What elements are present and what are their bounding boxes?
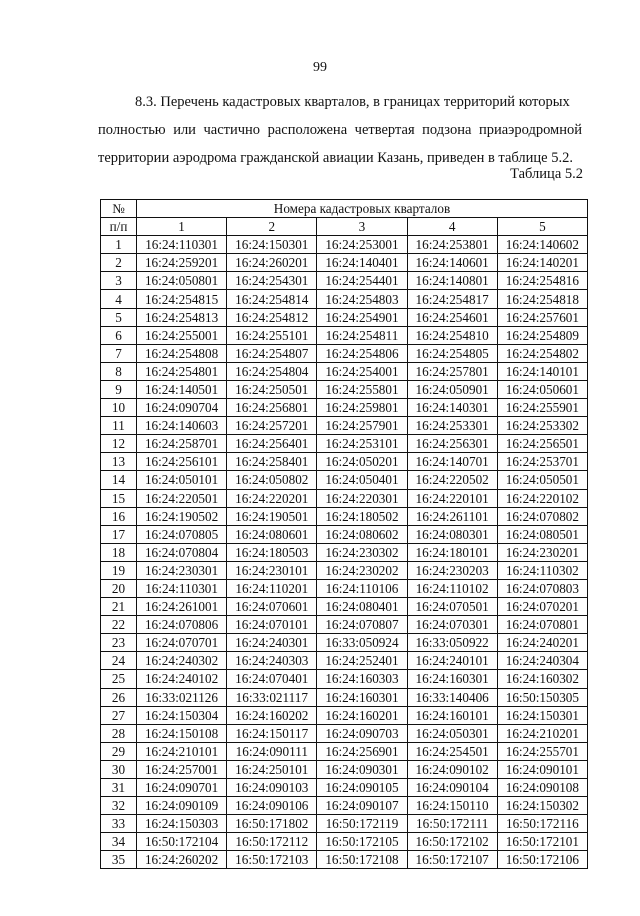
cadastral-number-cell: 16:24:254601: [407, 308, 497, 326]
row-number: 7: [101, 344, 137, 362]
cadastral-number-cell: 16:24:256301: [407, 435, 497, 453]
cadastral-number-cell: 16:24:090103: [227, 779, 317, 797]
cadastral-number-cell: 16:24:140601: [407, 254, 497, 272]
cadastral-number-cell: 16:24:070806: [137, 616, 227, 634]
table-row: [101, 543, 588, 561]
cadastral-number-cell: 16:24:257601: [497, 308, 587, 326]
cadastral-number-cell: 16:24:090101: [497, 760, 587, 778]
table-row: [101, 525, 588, 543]
cadastral-number-cell: 16:24:254812: [227, 308, 317, 326]
cadastral-number-cell: 16:24:090107: [317, 797, 407, 815]
cadastral-number-cell: 16:24:260201: [227, 254, 317, 272]
cadastral-number-cell: 16:50:172103: [227, 851, 317, 869]
cadastral-number-cell: 16:24:140401: [317, 254, 407, 272]
cadastral-number-cell: 16:24:150304: [137, 706, 227, 724]
cadastral-number-cell: 16:24:090111: [227, 742, 317, 760]
cadastral-number-cell: 16:24:230202: [317, 561, 407, 579]
cadastral-number-cell: 16:24:080501: [497, 525, 587, 543]
cadastral-number-cell: 16:24:210201: [497, 724, 587, 742]
cadastral-quarters-table: [100, 199, 588, 869]
cadastral-number-cell: 16:24:150108: [137, 724, 227, 742]
cadastral-number-cell: 16:24:050401: [317, 471, 407, 489]
row-number: 20: [101, 579, 137, 597]
cadastral-number-cell: 16:24:210101: [137, 742, 227, 760]
table-row: [101, 724, 588, 742]
table-caption: Таблица 5.2: [510, 166, 583, 182]
cadastral-number-cell: 16:24:254501: [407, 742, 497, 760]
row-number: 12: [101, 435, 137, 453]
cadastral-number-cell: 16:24:240201: [497, 634, 587, 652]
cadastral-number-cell: 16:24:070201: [497, 598, 587, 616]
cadastral-number-cell: 16:24:150301: [497, 706, 587, 724]
cadastral-number-cell: 16:24:253801: [407, 236, 497, 254]
cadastral-number-cell: 16:24:070804: [137, 543, 227, 561]
cadastral-number-cell: 16:50:172119: [317, 815, 407, 833]
cadastral-number-cell: 16:24:220101: [407, 489, 497, 507]
row-number: 19: [101, 561, 137, 579]
table-row: [101, 236, 588, 254]
intro-paragraph: [98, 88, 582, 172]
cadastral-number-cell: 16:24:254001: [317, 362, 407, 380]
cadastral-number-cell: 16:24:254809: [497, 326, 587, 344]
column-header: 3: [317, 218, 407, 236]
row-number: 22: [101, 616, 137, 634]
table-row: [101, 471, 588, 489]
cadastral-number-cell: 16:50:172101: [497, 833, 587, 851]
cadastral-number-cell: 16:24:110302: [497, 561, 587, 579]
cadastral-number-cell: 16:24:110201: [227, 579, 317, 597]
row-number: 14: [101, 471, 137, 489]
cadastral-number-cell: 16:24:090703: [317, 724, 407, 742]
table-row: [101, 272, 588, 290]
cadastral-number-cell: 16:24:257801: [407, 362, 497, 380]
cadastral-number-cell: 16:24:253301: [407, 417, 497, 435]
table-row: [101, 706, 588, 724]
table-row: [101, 670, 588, 688]
cadastral-number-cell: 16:24:255801: [317, 380, 407, 398]
cadastral-number-cell: 16:24:261001: [137, 598, 227, 616]
column-header: 4: [407, 218, 497, 236]
cadastral-number-cell: 16:24:050501: [497, 471, 587, 489]
cadastral-number-cell: 16:24:254817: [407, 290, 497, 308]
cadastral-number-cell: 16:50:172112: [227, 833, 317, 851]
row-number: 4: [101, 290, 137, 308]
table-row: [101, 308, 588, 326]
cadastral-number-cell: 16:24:230301: [137, 561, 227, 579]
table-row: [101, 634, 588, 652]
cadastral-number-cell: 16:24:090108: [497, 779, 587, 797]
header-group: Номера кадастровых кварталов: [137, 200, 588, 218]
cadastral-number-cell: 16:24:070401: [227, 670, 317, 688]
cadastral-number-cell: 16:24:253101: [317, 435, 407, 453]
cadastral-number-cell: 16:24:050801: [137, 272, 227, 290]
cadastral-number-cell: 16:24:180101: [407, 543, 497, 561]
cadastral-number-cell: 16:24:254814: [227, 290, 317, 308]
cadastral-number-cell: 16:24:258401: [227, 453, 317, 471]
cadastral-number-cell: 16:24:254818: [497, 290, 587, 308]
row-number: 11: [101, 417, 137, 435]
cadastral-number-cell: 16:50:171802: [227, 815, 317, 833]
table-row: [101, 815, 588, 833]
cadastral-number-cell: 16:24:257201: [227, 417, 317, 435]
cadastral-number-cell: 16:24:255701: [497, 742, 587, 760]
cadastral-number-cell: 16:24:254801: [137, 362, 227, 380]
row-number: 32: [101, 797, 137, 815]
row-number: 25: [101, 670, 137, 688]
cadastral-number-cell: 16:24:160303: [317, 670, 407, 688]
table-row: [101, 254, 588, 272]
cadastral-number-cell: 16:33:140406: [407, 688, 497, 706]
cadastral-number-cell: 16:24:250501: [227, 380, 317, 398]
row-number: 17: [101, 525, 137, 543]
cadastral-number-cell: 16:24:259801: [317, 399, 407, 417]
cadastral-number-cell: 16:24:080602: [317, 525, 407, 543]
table-row: [101, 326, 588, 344]
table-row: [101, 290, 588, 308]
header-num: №: [101, 200, 137, 218]
cadastral-number-cell: 16:24:220501: [137, 489, 227, 507]
cadastral-number-cell: 16:24:160301: [407, 670, 497, 688]
row-number: 31: [101, 779, 137, 797]
row-number: 8: [101, 362, 137, 380]
table-row: [101, 399, 588, 417]
cadastral-number-cell: 16:50:172105: [317, 833, 407, 851]
cadastral-number-cell: 16:24:256501: [497, 435, 587, 453]
table-row: [101, 688, 588, 706]
cadastral-number-cell: 16:24:256101: [137, 453, 227, 471]
cadastral-number-cell: 16:24:140701: [407, 453, 497, 471]
cadastral-number-cell: 16:24:257001: [137, 760, 227, 778]
cadastral-number-cell: 16:24:150301: [227, 236, 317, 254]
cadastral-number-cell: 16:24:261101: [407, 507, 497, 525]
row-number: 5: [101, 308, 137, 326]
table-row: [101, 380, 588, 398]
cadastral-number-cell: 16:24:230101: [227, 561, 317, 579]
cadastral-number-cell: 16:24:240302: [137, 652, 227, 670]
cadastral-number-cell: 16:24:070501: [407, 598, 497, 616]
cadastral-number-cell: 16:24:150110: [407, 797, 497, 815]
cadastral-number-cell: 16:24:255001: [137, 326, 227, 344]
cadastral-number-cell: 16:50:172104: [137, 833, 227, 851]
cadastral-number-cell: 16:24:160101: [407, 706, 497, 724]
cadastral-number-cell: 16:24:050301: [407, 724, 497, 742]
cadastral-number-cell: 16:24:160301: [317, 688, 407, 706]
cadastral-number-cell: 16:24:220301: [317, 489, 407, 507]
cadastral-number-cell: 16:24:110301: [137, 579, 227, 597]
column-header: 1: [137, 218, 227, 236]
cadastral-number-cell: 16:24:254806: [317, 344, 407, 362]
cadastral-number-cell: 16:24:254301: [227, 272, 317, 290]
cadastral-number-cell: 16:24:140602: [497, 236, 587, 254]
cadastral-number-cell: 16:24:257901: [317, 417, 407, 435]
table-row: [101, 489, 588, 507]
cadastral-number-cell: 16:24:080301: [407, 525, 497, 543]
row-number: 28: [101, 724, 137, 742]
cadastral-number-cell: 16:24:090102: [407, 760, 497, 778]
cadastral-number-cell: 16:24:230201: [497, 543, 587, 561]
header-row-2: [101, 218, 588, 236]
cadastral-number-cell: 16:24:253302: [497, 417, 587, 435]
cadastral-number-cell: 16:24:180503: [227, 543, 317, 561]
cadastral-number-cell: 16:50:150305: [497, 688, 587, 706]
cadastral-number-cell: 16:24:070805: [137, 525, 227, 543]
cadastral-number-cell: 16:24:254813: [137, 308, 227, 326]
table-row: [101, 507, 588, 525]
cadastral-number-cell: 16:24:160302: [497, 670, 587, 688]
cadastral-number-cell: 16:24:150302: [497, 797, 587, 815]
cadastral-number-cell: 16:24:258701: [137, 435, 227, 453]
cadastral-number-cell: 16:50:172106: [497, 851, 587, 869]
header-num-sub: п/п: [101, 218, 137, 236]
cadastral-number-cell: 16:24:190502: [137, 507, 227, 525]
row-number: 16: [101, 507, 137, 525]
cadastral-number-cell: 16:33:050922: [407, 634, 497, 652]
cadastral-number-cell: 16:33:050924: [317, 634, 407, 652]
row-number: 21: [101, 598, 137, 616]
table-row: [101, 579, 588, 597]
cadastral-number-cell: 16:24:070803: [497, 579, 587, 597]
row-number: 26: [101, 688, 137, 706]
cadastral-number-cell: 16:24:080601: [227, 525, 317, 543]
row-number: 9: [101, 380, 137, 398]
cadastral-number-cell: 16:24:254803: [317, 290, 407, 308]
table-row: [101, 760, 588, 778]
cadastral-number-cell: 16:24:240101: [407, 652, 497, 670]
cadastral-number-cell: 16:24:230203: [407, 561, 497, 579]
cadastral-number-cell: 16:24:050901: [407, 380, 497, 398]
cadastral-number-cell: 16:50:172102: [407, 833, 497, 851]
cadastral-number-cell: 16:50:172107: [407, 851, 497, 869]
cadastral-number-cell: 16:24:255101: [227, 326, 317, 344]
cadastral-number-cell: 16:24:220201: [227, 489, 317, 507]
row-number: 34: [101, 833, 137, 851]
cadastral-number-cell: 16:24:070701: [137, 634, 227, 652]
cadastral-number-cell: 16:50:172108: [317, 851, 407, 869]
cadastral-number-cell: 16:24:254802: [497, 344, 587, 362]
cadastral-number-cell: 16:24:110301: [137, 236, 227, 254]
cadastral-number-cell: 16:24:070807: [317, 616, 407, 634]
table-row: [101, 779, 588, 797]
row-number: 27: [101, 706, 137, 724]
header-row-1: [101, 200, 588, 218]
table-body: [101, 236, 588, 869]
cadastral-number-cell: 16:24:140101: [497, 362, 587, 380]
cadastral-number-cell: 16:24:252401: [317, 652, 407, 670]
cadastral-number-cell: 16:24:090105: [317, 779, 407, 797]
cadastral-number-cell: 16:24:090701: [137, 779, 227, 797]
table-row: [101, 851, 588, 869]
table-row: [101, 833, 588, 851]
cadastral-number-cell: 16:24:180502: [317, 507, 407, 525]
table-row: [101, 616, 588, 634]
table-row: [101, 344, 588, 362]
cadastral-number-cell: 16:24:256401: [227, 435, 317, 453]
paragraph-line-3: территории аэродрома гражданской авиации Казань, приведен в таблице 5.2.: [98, 150, 573, 166]
cadastral-number-cell: 16:24:150303: [137, 815, 227, 833]
cadastral-number-cell: 16:24:240301: [227, 634, 317, 652]
cadastral-number-cell: 16:24:256901: [317, 742, 407, 760]
cadastral-number-cell: 16:24:254815: [137, 290, 227, 308]
column-header: 5: [497, 218, 587, 236]
cadastral-number-cell: 16:24:254810: [407, 326, 497, 344]
cadastral-number-cell: 16:24:050601: [497, 380, 587, 398]
row-number: 15: [101, 489, 137, 507]
cadastral-number-cell: 16:24:240303: [227, 652, 317, 670]
cadastral-number-cell: 16:24:254804: [227, 362, 317, 380]
cadastral-number-cell: 16:24:140501: [137, 380, 227, 398]
cadastral-number-cell: 16:33:021117: [227, 688, 317, 706]
cadastral-number-cell: 16:24:080401: [317, 598, 407, 616]
row-number: 13: [101, 453, 137, 471]
cadastral-number-cell: 16:24:070101: [227, 616, 317, 634]
cadastral-number-cell: 16:24:070802: [497, 507, 587, 525]
cadastral-number-cell: 16:24:160202: [227, 706, 317, 724]
cadastral-number-cell: 16:24:150117: [227, 724, 317, 742]
cadastral-number-cell: 16:50:172116: [497, 815, 587, 833]
table-row: [101, 742, 588, 760]
row-number: 10: [101, 399, 137, 417]
cadastral-number-cell: 16:24:160201: [317, 706, 407, 724]
cadastral-number-cell: 16:24:254807: [227, 344, 317, 362]
cadastral-number-cell: 16:24:070601: [227, 598, 317, 616]
cadastral-number-cell: 16:24:254811: [317, 326, 407, 344]
row-number: 2: [101, 254, 137, 272]
row-number: 23: [101, 634, 137, 652]
row-number: 1: [101, 236, 137, 254]
paragraph-line-2: полностью или частично расположена четвертая подзона приаэродромной: [98, 122, 582, 138]
cadastral-number-cell: 16:24:254901: [317, 308, 407, 326]
cadastral-number-cell: 16:24:253001: [317, 236, 407, 254]
table-row: [101, 561, 588, 579]
cadastral-number-cell: 16:24:140801: [407, 272, 497, 290]
table-row: [101, 435, 588, 453]
table-row: [101, 797, 588, 815]
cadastral-number-cell: 16:24:090109: [137, 797, 227, 815]
cadastral-number-cell: 16:24:050802: [227, 471, 317, 489]
cadastral-number-cell: 16:50:172111: [407, 815, 497, 833]
cadastral-number-cell: 16:24:110106: [317, 579, 407, 597]
paragraph-line-1: 8.3. Перечень кадастровых кварталов, в границах территорий которых: [135, 94, 570, 110]
row-number: 6: [101, 326, 137, 344]
row-number: 33: [101, 815, 137, 833]
cadastral-number-cell: 16:24:254816: [497, 272, 587, 290]
column-header: 2: [227, 218, 317, 236]
table-row: [101, 652, 588, 670]
cadastral-number-cell: 16:24:230302: [317, 543, 407, 561]
cadastral-number-cell: 16:24:140603: [137, 417, 227, 435]
cadastral-number-cell: 16:24:220502: [407, 471, 497, 489]
cadastral-number-cell: 16:24:256801: [227, 399, 317, 417]
cadastral-number-cell: 16:24:253701: [497, 453, 587, 471]
row-number: 18: [101, 543, 137, 561]
cadastral-number-cell: 16:33:021126: [137, 688, 227, 706]
cadastral-number-cell: 16:24:090704: [137, 399, 227, 417]
cadastral-number-cell: 16:24:254805: [407, 344, 497, 362]
page-number: 99: [313, 60, 327, 75]
cadastral-number-cell: 16:24:240304: [497, 652, 587, 670]
cadastral-number-cell: 16:24:050201: [317, 453, 407, 471]
cadastral-number-cell: 16:24:140201: [497, 254, 587, 272]
table-row: [101, 362, 588, 380]
cadastral-number-cell: 16:24:090301: [317, 760, 407, 778]
cadastral-number-cell: 16:24:260202: [137, 851, 227, 869]
cadastral-number-cell: 16:24:240102: [137, 670, 227, 688]
cadastral-number-cell: 16:24:254808: [137, 344, 227, 362]
cadastral-number-cell: 16:24:140301: [407, 399, 497, 417]
row-number: 24: [101, 652, 137, 670]
cadastral-number-cell: 16:24:090104: [407, 779, 497, 797]
cadastral-number-cell: 16:24:255901: [497, 399, 587, 417]
cadastral-number-cell: 16:24:090106: [227, 797, 317, 815]
row-number: 29: [101, 742, 137, 760]
row-number: 3: [101, 272, 137, 290]
cadastral-number-cell: 16:24:250101: [227, 760, 317, 778]
cadastral-number-cell: 16:24:259201: [137, 254, 227, 272]
cadastral-number-cell: 16:24:050101: [137, 471, 227, 489]
cadastral-number-cell: 16:24:110102: [407, 579, 497, 597]
row-number: 30: [101, 760, 137, 778]
row-number: 35: [101, 851, 137, 869]
cadastral-number-cell: 16:24:220102: [497, 489, 587, 507]
cadastral-number-cell: 16:24:070801: [497, 616, 587, 634]
table-row: [101, 417, 588, 435]
cadastral-number-cell: 16:24:254401: [317, 272, 407, 290]
table-row: [101, 598, 588, 616]
table-row: [101, 453, 588, 471]
cadastral-number-cell: 16:24:070301: [407, 616, 497, 634]
cadastral-number-cell: 16:24:190501: [227, 507, 317, 525]
